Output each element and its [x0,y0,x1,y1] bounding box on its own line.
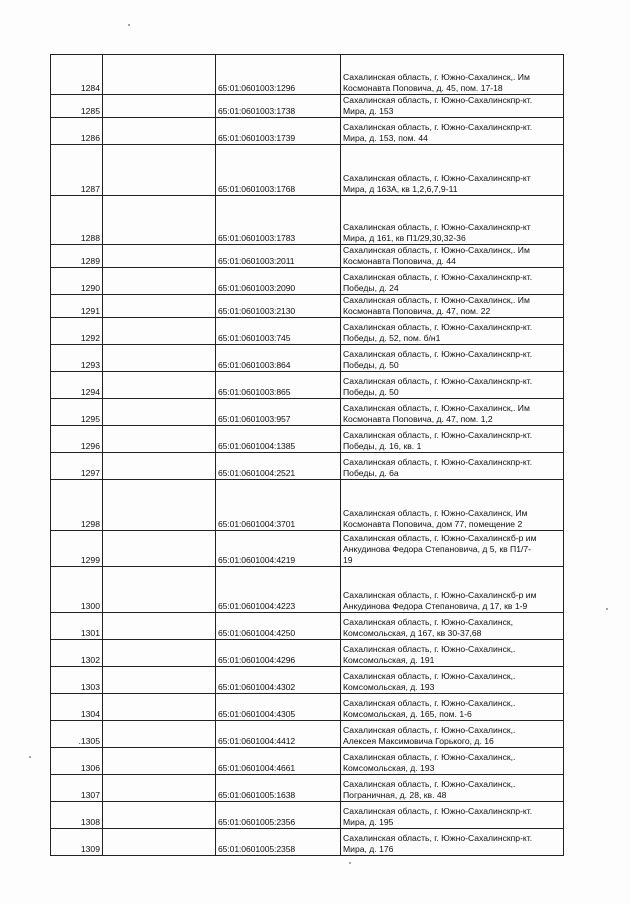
cadastral-number: 65:01:0601003:2090 [216,268,341,295]
empty-cell [103,426,216,453]
address-line: Сахалинская область, г. Южно-Сахалинск,. [343,644,516,654]
cadastral-number: 65:01:0601003:745 [216,318,341,345]
empty-cell [103,345,216,372]
row-number: 1306 [51,748,103,775]
row-number: 1290 [51,268,103,295]
row-number: 1298 [51,480,103,531]
table-row [51,694,564,721]
address-line: Сахалинская область, г. Южно-Сахалинскпр-кт. [343,95,533,105]
address-line: Космонавта Поповича, дом 77, помещение 2 [343,519,523,529]
cadastral-number: 65:01:0601003:2130 [216,295,341,318]
address-line: Космонавта Поповича, д. 45, пом. 17-18 [343,83,503,93]
empty-cell [103,399,216,426]
address-line: Сахалинская область, г. Южно-Сахалинск,. [343,779,516,789]
row-number: 1289 [51,245,103,268]
address-line: Комсомольская, д. 193 [343,682,435,692]
address-line: Сахалинская область, г. Южно-Сахалинскб-р им [343,533,537,543]
address-line: Сахалинская область, г. Южно-Сахалинск,. [343,752,516,762]
address-line: Сахалинская область, г. Южно-Сахалинск,. Им [343,245,530,255]
address-cell [341,453,564,480]
address-line: Анкудинова Федора Степановича, д 17, кв 1-9 [343,601,528,611]
address-cell [341,667,564,694]
address-cell [341,196,564,245]
row-number: 1304 [51,694,103,721]
address-line: 19 [343,555,353,565]
empty-cell [103,802,216,829]
address-cell [341,118,564,145]
empty-cell [103,829,216,856]
empty-cell [103,245,216,268]
address-line: Победы, д. 24 [343,283,399,293]
table-row [51,721,564,748]
cadastral-number: 65:01:0601004:4296 [216,640,341,667]
address-line: Пограничная, д. 28, кв. 48 [343,790,447,800]
address-line: Сахалинская область, г. Южно-Сахалинск,. [343,698,516,708]
table-row [51,453,564,480]
table-row [51,640,564,667]
cadastral-number: 65:01:0601004:4223 [216,567,341,613]
cadastral-number: 65:01:0601005:1638 [216,775,341,802]
empty-cell [103,531,216,567]
row-number: 1291 [51,295,103,318]
table-row [51,245,564,268]
address-cell [341,295,564,318]
registry-table-body [51,55,564,856]
address-line: Сахалинская область, г. Южно-Сахалинскб-р им [343,590,537,600]
empty-cell [103,640,216,667]
table-row [51,268,564,295]
address-line: Комсомольская, д. 191 [343,655,435,665]
address-line: Сахалинская область, г. Южно-Сахалинск,. Им [343,403,530,413]
row-number: .1305 [51,721,103,748]
cadastral-number: 65:01:0601003:1739 [216,118,341,145]
table-row [51,567,564,613]
address-line: Сахалинская область, г. Южно-Сахалинскпр-кт. [343,430,533,440]
address-line: Победы, д. 6а [343,468,399,478]
address-line: Сахалинская область, г. Южно-Сахалинск, [343,617,514,627]
address-line: Космонавта Поповича, д. 47, пом. 22 [343,306,491,316]
address-cell [341,640,564,667]
scan-speck [606,608,608,610]
scan-speck [349,862,351,864]
empty-cell [103,667,216,694]
table-row [51,613,564,640]
address-line: Анкудинова Федора Степановича, д 5, кв П1/7- [343,544,532,554]
address-line: Сахалинская область, г. Южно-Сахалинск, Им [343,508,528,518]
address-line: Мира, д 163А, кв 1,2,6,7,9-11 [343,184,458,194]
address-line: Сахалинская область, г. Южно-Сахалинскпр-кт. [343,349,533,359]
address-line: Сахалинская область, г. Южно-Сахалинскпр-кт. [343,833,533,843]
address-line: Победы, д. 50 [343,387,399,397]
cadastral-number: 65:01:0601003:1738 [216,95,341,118]
empty-cell [103,567,216,613]
empty-cell [103,372,216,399]
table-row [51,775,564,802]
row-number: 1302 [51,640,103,667]
empty-cell [103,480,216,531]
address-cell [341,613,564,640]
table-row [51,95,564,118]
table-row [51,372,564,399]
address-cell [341,694,564,721]
row-number: 1296 [51,426,103,453]
address-line: Сахалинская область, г. Южно-Сахалинск,. [343,671,516,681]
address-line: Космонавта Поповича, д. 47, пом. 1,2 [343,414,493,424]
table-row [51,802,564,829]
cadastral-number: 65:01:0601004:4661 [216,748,341,775]
address-cell [341,399,564,426]
cadastral-number: 65:01:0601004:3701 [216,480,341,531]
table-row [51,318,564,345]
address-cell [341,318,564,345]
address-line: Сахалинская область, г. Южно-Сахалинскпр-кт. [343,457,533,467]
address-line: Сахалинская область, г. Южно-Сахалинскпр-кт. [343,806,533,816]
empty-cell [103,613,216,640]
cadastral-number: 65:01:0601004:2521 [216,453,341,480]
cadastral-number: 65:01:0601004:4302 [216,667,341,694]
row-number: 1292 [51,318,103,345]
row-number: 1303 [51,667,103,694]
table-row [51,829,564,856]
address-cell [341,567,564,613]
address-line: Сахалинская область, г. Южно-Сахалинскпр-кт [343,173,531,183]
table-row [51,667,564,694]
table-row [51,55,564,95]
row-number: 1309 [51,829,103,856]
row-number: 1308 [51,802,103,829]
empty-cell [103,145,216,196]
cadastral-number: 65:01:0601003:864 [216,345,341,372]
address-line: Победы, д. 16, кв. 1 [343,441,422,451]
scan-speck [29,756,31,758]
address-line: Комсомольская, д. 165, пом. 1-6 [343,709,472,719]
cadastral-number: 65:01:0601005:2356 [216,802,341,829]
table-row [51,145,564,196]
address-line: Комсомольская, д. 193 [343,763,435,773]
row-number: 1301 [51,613,103,640]
address-line: Космонавта Поповича, д. 44 [343,256,456,266]
cadastral-number: 65:01:0601005:2358 [216,829,341,856]
row-number: 1284 [51,55,103,95]
address-line: Сахалинская область, г. Южно-Сахалинск,. [343,725,516,735]
cadastral-number: 65:01:0601003:957 [216,399,341,426]
address-cell [341,531,564,567]
scan-speck [128,24,130,26]
address-line: Сахалинская область, г. Южно-Сахалинскпр-кт. [343,272,533,282]
address-line: Сахалинская область, г. Южно-Сахалинск,. Им [343,295,530,305]
row-number: 1297 [51,453,103,480]
address-line: Победы, д. 50 [343,360,399,370]
address-line: Сахалинская область, г. Южно-Сахалинск,. Им [343,72,530,82]
address-line: Мира, д 161, кв П1/29,30,32-36 [343,233,466,243]
cadastral-number: 65:01:0601004:4412 [216,721,341,748]
cadastral-number: 65:01:0601004:4219 [216,531,341,567]
address-cell [341,721,564,748]
row-number: 1307 [51,775,103,802]
cadastral-number: 65:01:0601003:2011 [216,245,341,268]
table-row [51,295,564,318]
row-number: 1286 [51,118,103,145]
address-line: Сахалинская область, г. Южно-Сахалинскпр-кт. [343,122,533,132]
address-cell [341,426,564,453]
address-cell [341,345,564,372]
row-number: 1285 [51,95,103,118]
empty-cell [103,118,216,145]
empty-cell [103,775,216,802]
empty-cell [103,295,216,318]
registry-table [50,54,564,856]
empty-cell [103,721,216,748]
cadastral-number: 65:01:0601003:865 [216,372,341,399]
address-line: Мира, д. 176 [343,844,394,854]
cadastral-number: 65:01:0601004:1385 [216,426,341,453]
row-number: 1300 [51,567,103,613]
address-line: Мира, д. 153 [343,106,394,116]
table-row [51,118,564,145]
table-row [51,426,564,453]
address-line: Алексея Максимовича Горького, д. 16 [343,736,494,746]
address-cell [341,802,564,829]
cadastral-number: 65:01:0601003:1296 [216,55,341,95]
address-line: Победы, д. 52, пом. б/н1 [343,333,441,343]
row-number: 1299 [51,531,103,567]
row-number: 1293 [51,345,103,372]
cadastral-number: 65:01:0601004:4305 [216,694,341,721]
address-cell [341,55,564,95]
address-cell [341,372,564,399]
empty-cell [103,318,216,345]
table-row [51,531,564,567]
address-line: Сахалинская область, г. Южно-Сахалинскпр-кт [343,222,531,232]
address-line: Мира, д. 153, пом. 44 [343,133,428,143]
empty-cell [103,694,216,721]
address-line: Сахалинская область, г. Южно-Сахалинскпр-кт. [343,322,533,332]
address-cell [341,829,564,856]
empty-cell [103,55,216,95]
empty-cell [103,196,216,245]
address-cell [341,145,564,196]
empty-cell [103,453,216,480]
address-cell [341,748,564,775]
empty-cell [103,268,216,295]
address-cell [341,95,564,118]
address-cell [341,268,564,295]
table-row [51,480,564,531]
address-line: Сахалинская область, г. Южно-Сахалинскпр-кт. [343,376,533,386]
cadastral-number: 65:01:0601003:1768 [216,145,341,196]
address-cell [341,480,564,531]
address-line: Мира, д. 195 [343,817,394,827]
address-cell [341,775,564,802]
table-row [51,399,564,426]
row-number: 1287 [51,145,103,196]
row-number: 1294 [51,372,103,399]
row-number: 1295 [51,399,103,426]
address-cell [341,245,564,268]
row-number: 1288 [51,196,103,245]
cadastral-number: 65:01:0601003:1783 [216,196,341,245]
table-row [51,748,564,775]
table-row [51,196,564,245]
empty-cell [103,748,216,775]
cadastral-number: 65:01:0601004:4250 [216,613,341,640]
table-row [51,345,564,372]
address-line: Комсомольская, д 167, кв 30-37,68 [343,628,482,638]
empty-cell [103,95,216,118]
